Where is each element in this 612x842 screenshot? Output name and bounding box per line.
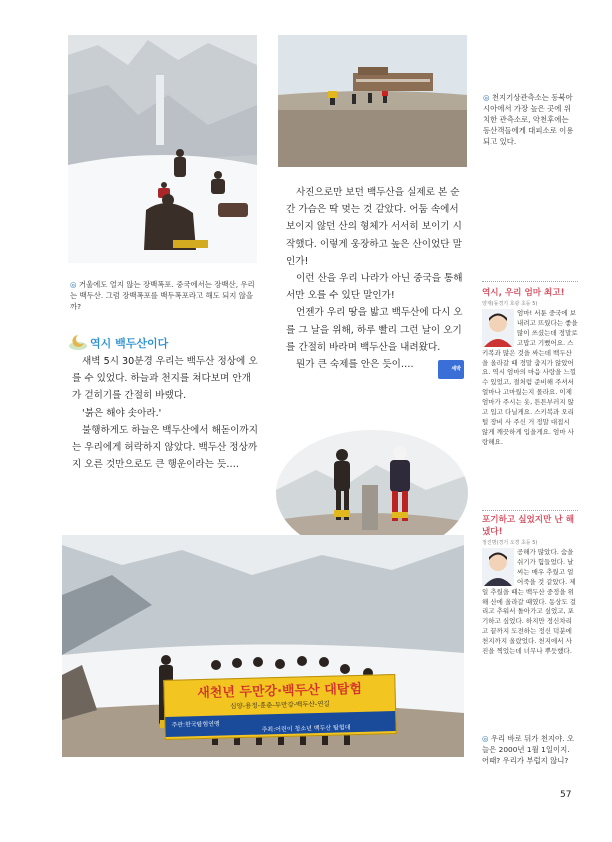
author-badge: 세박 [438,360,464,379]
banner-title: 새천년 두만강·백두산 대탐험 [197,681,363,702]
waterfall-caption: ◎ 거울에도 얼지 않는 장백폭포. 중국에서는 장백산, 우리는 백두산. 그럼 장백폭포를 백두폭포라고 해도 되지 않을까? [70,280,255,311]
team-banner-photo [62,535,464,757]
right-body-text [286,184,464,379]
boy-avatar-icon [482,309,514,347]
sidebar-text: 공해가 많았다. 숨을 쉬기가 힘들었다. 날씨는 매우 추웠고 얼어죽을 것 같았다. 제일 추웠을 때는 백두산 중정을 위해 산에 올라갈 때였다. 동상도 걸리고 추워서 돌아가고 싶었고, 포기하고 싶었다. 하지만 정신차리고 끝까지 도전하는 정신 덕분에 천지까지 올랐었다. 천지에서 사진을 찍었는데 너무나 뿌듯했다. [482,548,577,656]
waterfall-photo [68,35,257,263]
section-heading [68,333,258,351]
paragraph: 사진으로만 보던 백두산을 실제로 본 순간 가슴은 딱 멎는 것 같았다. 어둠 속에서 보이지 않던 산의 형체가 서서히 보이기 시작했다. 이렇게 웅장하고 높은 산이었단 말인가! [286,187,462,267]
section-title: 역시 백두산이다 [90,337,169,350]
sidebar-divider [482,510,578,511]
caption-bullet-icon: ◎ [70,280,79,289]
sidebar-title: 포기하고 싶었지만 난 해냈다! [482,515,574,537]
banner-organizer: 주관:한국탐험연맹 주최:어린이 청소년 백두산 탐험대 [165,711,395,737]
page-number: 57 [560,790,572,800]
expedition-banner [163,674,396,740]
left-body-text [72,353,258,473]
observatory-photo [278,35,467,167]
sidebar-author: 정진명(경기 오경 초등 5) [482,540,538,546]
paragraph: '붉은 해야 솟아라.' [82,407,162,419]
sidebar-box-1 [482,287,578,487]
paragraph: 뭔가 큰 숙제를 안은 듯이…. 세박 [286,356,464,373]
paragraph: 언젠가 우리 땅을 밟고 백두산에 다시 오를 그 날을 위해, 하루 빨리 그런 날이 오기를 간절히 바라며 백두산을 내려왔다. [286,307,463,353]
sidebar-title: 역시, 우리 엄마 최고! [482,288,565,298]
summit-caption: ◎ 우리 바로 뒤가 천지야. 오늘은 2000년 1월 1일이지. 어때? 우리가 부럽지 않니? [482,734,574,765]
sidebar-divider [482,281,578,282]
caption-bullet-icon: ◎ [482,734,491,743]
boy-avatar-icon [482,548,514,586]
paragraph: 이런 산을 우리 나라가 아닌 중국을 통해서만 오를 수 있단 말인가! [286,273,463,302]
banner-route: 심양-용정-훈춘-두만강-백두산-연길 [230,699,330,711]
sidebar-text: 엄마! 서툰 중국에 보내려고 뜨웠다는 좋을 많이 쓰셨는데 정말로 고맙고 기뻤어요. 스키복과 많은 것을 싸는데 백두산을 올라갈 때 정말 춥지가 않았어요. 역시 엄마의 마음 사랑을 느낄 수 있었고, 절처럼 준비해 주셔서 얼마나 고마웠는지 몰라요. 이제 엄마가 주시는 옷, 튼튼부러지 않고 입고 다닐게요. 스키복과 오리털 장비 사 주신 거 정말 대접시 않게 깨끗하게 입을게요. 엄마 사랑해요. [482,309,578,446]
paragraph: 불행하게도 하늘은 백두산에서 해돋이까지는 우리에게 허락하지 않았다. 백두산 정상까지 오른 것만으로도 큰 행운이라는 듯…. [72,424,258,471]
observatory-caption: ◎ 천지기상관측소는 동북아시아에서 가장 높은 곳에 위치한 관측소로, 악천후에는 등산객들에게 대피소로 이용되고 있다. [483,93,574,146]
caption-bullet-icon: ◎ [483,93,492,102]
moon-icon [68,333,88,351]
paragraph: 새벽 5시 30분경 우리는 백두산 정상에 오를 수 있었다. 하늘과 천지를 쳐다보며 안개가 걷히기를 간절히 바랬다. [72,356,258,402]
sidebar-box-2 [482,514,578,724]
sidebar-author: 양재(동경기 호광 초등 5) [482,301,538,307]
